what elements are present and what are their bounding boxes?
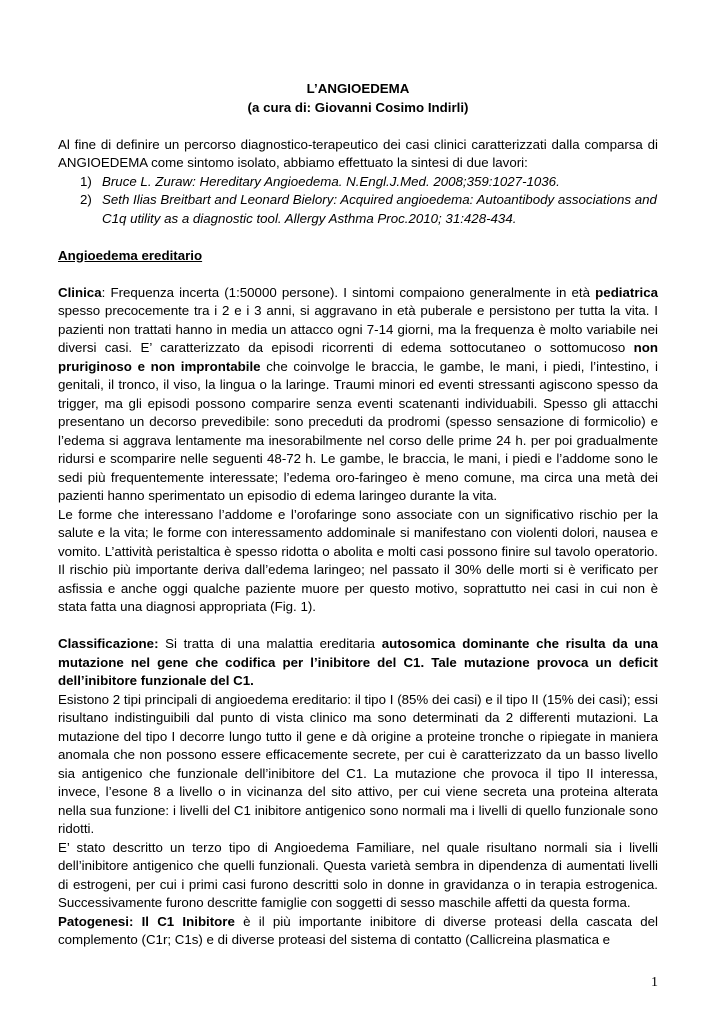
clinica-paragraph-2: Le forme che interessano l’addome e l’orofaringe sono associate con un significativo rischio per la salute e la vita; le forme con interessamento addominale si manifestano con violenti dolori, nausea e vomito. L’attività peristaltica è spesso ridotta o abolita e molti casi possono finire sul tavolo operatorio. Il rischio più importante deriva dall’edema laringeo; nel passato il 30% delle morti si è verificato per asfissia e anche oggi qualche paziente muore per questo motivo, soprattutto nei casi in cui non è stata fatta una diagnosi appropriata (Fig. 1).: [58, 506, 658, 614]
clinica-label: Clinica: [58, 284, 102, 300]
document-page: [58, 80, 658, 950]
classificazione-paragraph-2: Esistono 2 tipi principali di angioedema ereditario: il tipo I (85% dei casi) e il tipo II (15% dei casi); essi risultano indistinguibili dal punto di vista clinico ma sono determinati da 2 differenti mutazioni. La mutazione del tipo I decorre lungo tutto il gene e dà origine a proteine tronche o ripiegate in maniera anomala che non possono essere efficacemente secrete, per cui è caratterizzato da un basso livello sia antigenico che funzionale dell’inibitore del C1. La mutazione che provoca il tipo II interessa, invece, l’esone 8 a livello o in vicinanza del sito attivo, per cui viene secreta una proteina alterata nella sua funzione: i livelli del C1 inibitore antigenico sono normali ma i livelli di quello funzionale sono ridotti.: [58, 691, 658, 836]
page-number: 1: [651, 975, 658, 990]
classificazione-paragraph-3: E’ stato descritto un terzo tipo di Angioedema Familiare, nel quale risultano normali sia i livelli dell’inibitore antigenico che quelli funzionali. Questa varietà sembra in dipendenza di aumentati livelli di estrogeni, per cui i primi casi furono descritti solo in donne in gravidanza o in terapia estrogenica. Successivamente furono descritte famiglie con soggetti di sesso maschile affetti da questa forma.: [58, 839, 658, 910]
intro-paragraph: Al fine di definire un percorso diagnostico-terapeutico dei casi clinici caratterizzati dalla comparsa di ANGIOEDEMA come sintomo isolato, abbiamo effettuato la sintesi di due lavori:: [58, 136, 658, 170]
patogenesi-label: Patogenesi: Il C1 Inibitore: [58, 913, 235, 929]
reference-text: Seth Ilias Breitbart and Leonard Bielory: Acquired angioedema: Autoantibody associations and C1q utility as a diagnostic tool. Allergy Asthma Proc.2010; 31:428-434.: [102, 192, 657, 226]
reference-item: 2) Seth Ilias Breitbart and Leonard Bielory: Acquired angioedema: Autoantibody associations and C1q utility as a diagnostic tool. Allergy Asthma Proc.2010; 31:428-434.: [80, 192, 657, 226]
reference-text: Bruce L. Zuraw: Hereditary Angioedema. N.Engl.J.Med. 2008;359:1027-1036.: [102, 173, 560, 189]
patogenesi-paragraph: Patogenesi: Il C1 Inibitore è il più importante inibitore di diverse proteasi della cascata del complemento (C1r; C1s) e di diverse proteasi del sistema di contatto (Callicreina plasmatica e: [58, 913, 658, 947]
document-title: L’ANGIOEDEMA: [306, 81, 410, 96]
reference-item: 1) Bruce L. Zuraw: Hereditary Angioedema. N.Engl.J.Med. 2008;359:1027-1036.: [80, 173, 560, 189]
document-subtitle: (a cura di: Giovanni Cosimo Indirli): [247, 99, 469, 115]
reference-list: [58, 173, 658, 229]
classificazione-paragraph: Classificazione: Si tratta di una malattia ereditaria autosomica dominante che risulta da una mutazione nel gene che codifica per l’inibitore del C1. Tale mutazione provoca un deficit dell’inibitore funzionale del C1.: [58, 636, 659, 688]
clinica-paragraph: Clinica: Frequenza incerta (1:50000 persone). I sintomi compaiono generalmente in età pediatrica spesso precocemente tra i 2 e i 3 anni, si aggravano in età puberale e persistono per tutta la vita. I pazienti non trattati hanno in media un attacco ogni 7-14 giorni, ma la frequenza è molto variabile nei diversi casi. E’ caratterizzato da episodi ricorrenti di edema sottocutaneo o sottomucoso non pruriginoso e non improntabile che coinvolge le braccia, le gambe, le mani, i piedi, l’intestino, i genitali, il tronco, il viso, la lingua o la laringe. Traumi minori ed eventi stressanti agiscono spesso da trigger, ma gli episodi possono comparire senza eventi scatenanti individuabili. Spesso gli attacchi presentano un decorso prevedibile: sono preceduti da prodromi (spesso sensazione di formicolio) e l’edema si aggrava lentamente ma inesorabilmente nel corso delle prime 24 h. per poi gradualmente ridursi e scomparire nelle seguenti 48-72 h. Le gambe, le braccia, le mani, i piedi e l’addome sono le sedi più frequentemente interessate; l’edema oro-faringeo è meno comune, ma circa una metà dei pazienti hanno sperimentato un episodio di edema laringeo durante la vita.: [58, 284, 659, 503]
section-heading: Angioedema ereditario: [58, 247, 203, 263]
classificazione-label: Classificazione:: [58, 636, 159, 651]
